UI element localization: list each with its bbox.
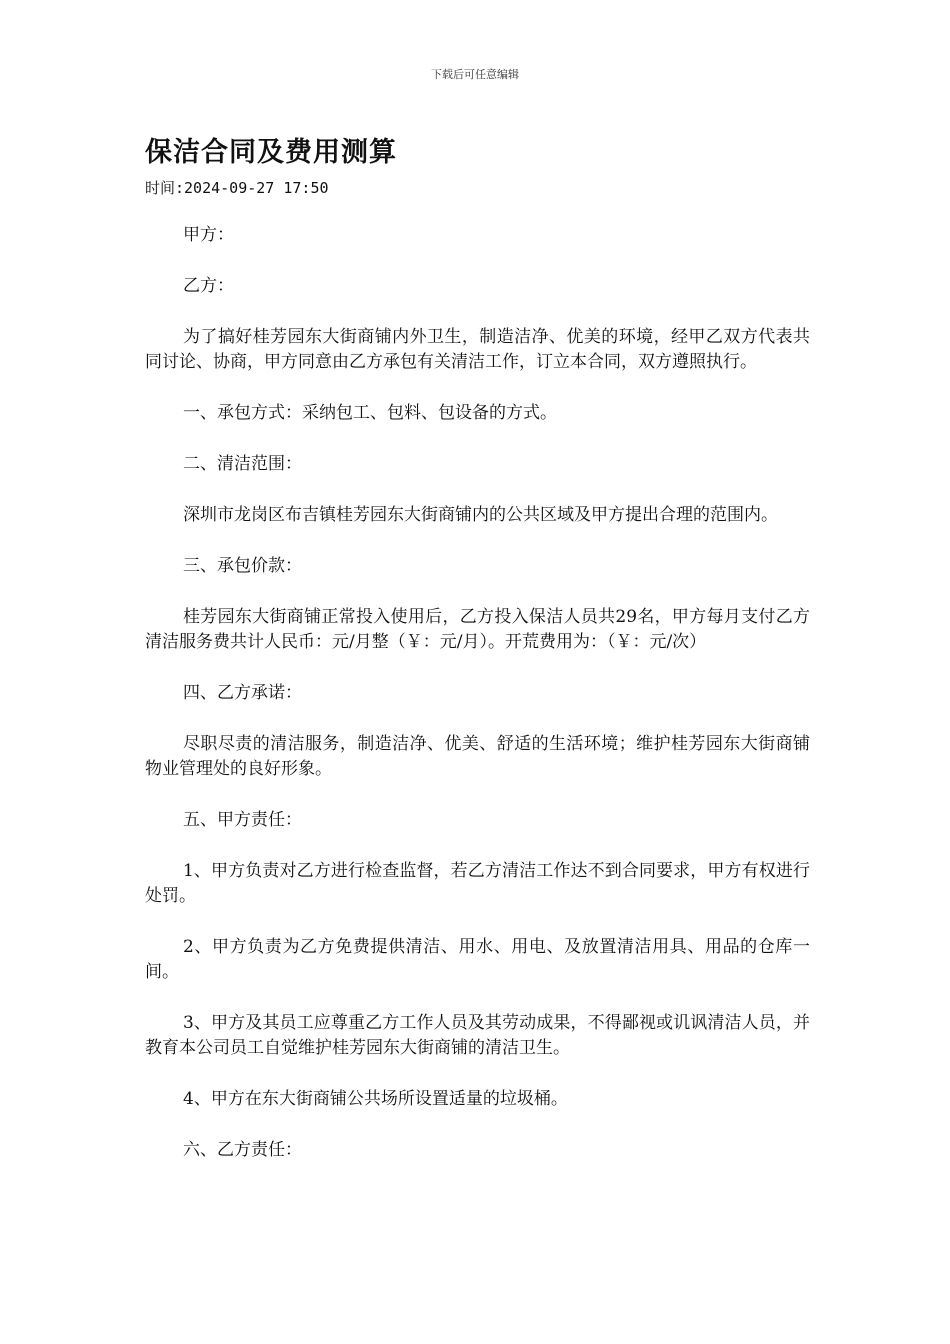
section-heading-party-b-duties: 六、乙方责任：: [183, 1140, 302, 1160]
section-heading-party-a-duties: 五、甲方责任：: [183, 810, 302, 830]
page-title: 保洁合同及费用测算: [145, 137, 397, 168]
section-heading-contract-price: 三、承包价款：: [183, 556, 302, 576]
party-a-duty-item: 2、甲方负责为乙方免费提供清洁、用水、用电、及放置清洁用具、用品的仓库一间。: [145, 937, 810, 982]
party-b-line: 乙方：: [183, 276, 234, 296]
header-note: 下载后可任意编辑: [431, 68, 519, 81]
section-heading-party-b-commitment: 四、乙方承诺：: [183, 683, 302, 703]
party-a-duty-item: 1、甲方负责对乙方进行检查监督，若乙方清洁工作达不到合同要求，甲方有权进行处罚。: [145, 861, 810, 906]
section-heading-cleaning-scope: 二、清洁范围：: [183, 454, 302, 474]
document-body: [145, 223, 810, 1189]
party-a-duty-item: 3、甲方及其员工应尊重乙方工作人员及其劳动成果，不得鄙视或讥讽清洁人员，并教育本公司员工自觉维护桂芳园东大街商铺的清洁卫生。: [145, 1013, 810, 1058]
section-heading-contract-method: 一、承包方式：采纳包工、包料、包设备的方式。: [183, 403, 557, 423]
cleaning-scope-paragraph: 深圳市龙岗区布吉镇桂芳园东大街商铺内的公共区域及甲方提出合理的范围内。: [183, 505, 778, 525]
party-a-line: 甲方：: [183, 225, 234, 245]
contract-price-paragraph: 桂芳园东大街商铺正常投入使用后，乙方投入保洁人员共29名，甲方每月支付乙方清洁服务费共计人民币：元/月整（￥：元/月）。开荒费用为：（￥：元/次）: [145, 607, 810, 652]
timestamp: 时间:2024-09-27 17:50: [145, 179, 329, 197]
preamble-paragraph: 为了搞好桂芳园东大街商铺内外卫生，制造洁净、优美的环境，经甲乙双方代表共同讨论、协商，甲方同意由乙方承包有关清洁工作，订立本合同，双方遵照执行。: [145, 327, 810, 372]
party-b-commitment-paragraph: 尽职尽责的清洁服务，制造洁净、优美、舒适的生活环境；维护桂芳园东大街商铺物业管理处的良好形象。: [145, 734, 810, 779]
party-a-duty-item: 4、甲方在东大街商铺公共场所设置适量的垃圾桶。: [183, 1089, 568, 1109]
